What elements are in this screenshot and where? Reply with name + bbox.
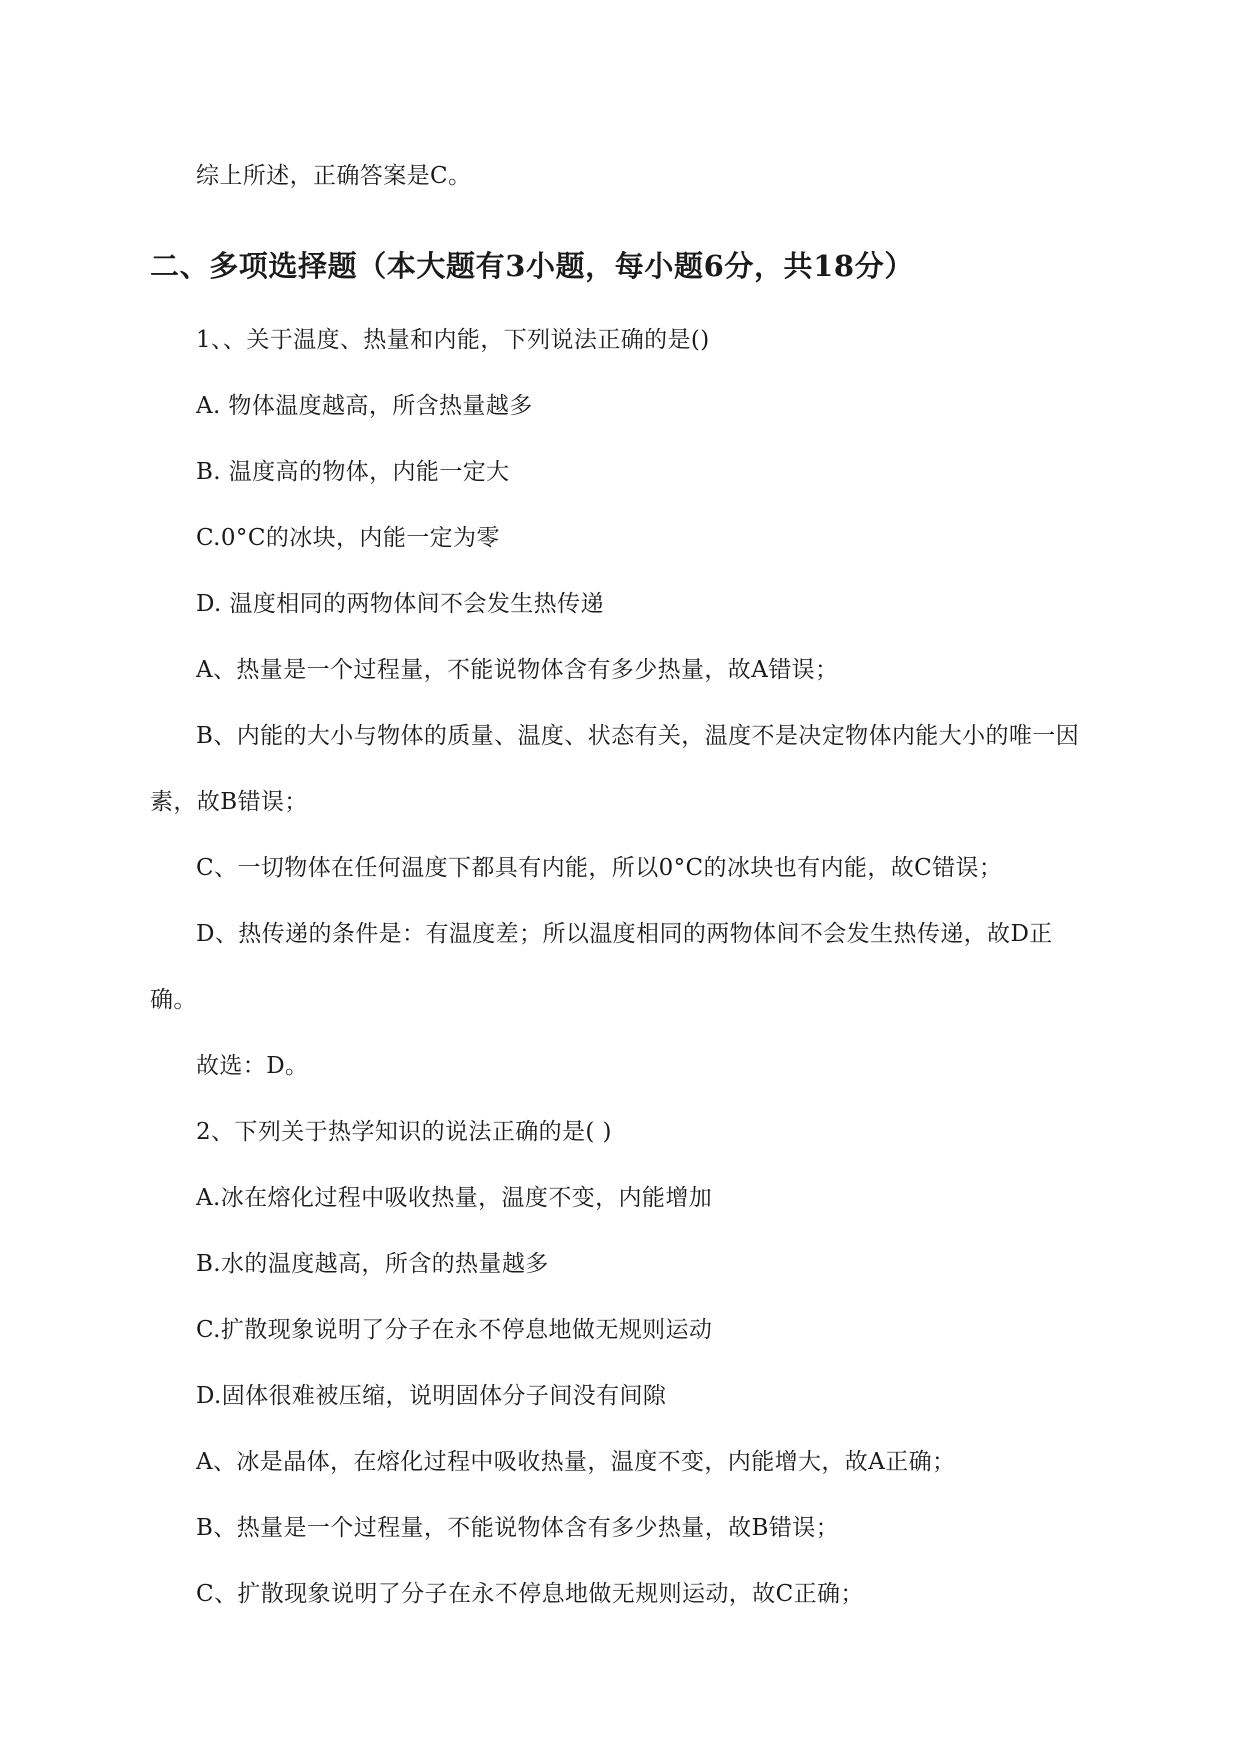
- question-1-analysis-d: D、热传递的条件是：有温度差；所以温度相同的两物体间不会发生热传递，故D正确。: [150, 921, 1053, 1013]
- question-2-analysis-a: A、冰是晶体，在熔化过程中吸收热量，温度不变，内能增大，故A正确；: [196, 1449, 956, 1475]
- question-1-option-b: B. 温度高的物体，内能一定大: [196, 459, 510, 485]
- question-1-option-d: D. 温度相同的两物体间不会发生热传递: [196, 591, 604, 617]
- question-2-option-b: B.水的温度越高，所含的热量越多: [196, 1251, 549, 1277]
- question-1-answer: 故选：D。: [196, 1053, 309, 1079]
- question-1-stem: 1、、关于温度、热量和内能，下列说法正确的是(): [196, 327, 710, 353]
- question-2-option-d: D.固体很难被压缩，说明固体分子间没有间隙: [196, 1383, 667, 1409]
- question-1-option-c: C.0°C的冰块，内能一定为零: [196, 525, 500, 551]
- question-2-analysis-b: B、热量是一个过程量，不能说物体含有多少热量，故B错误；: [196, 1515, 840, 1541]
- section-heading: 二、多项选择题（本大题有3小题，每小题6分，共18分）: [150, 249, 914, 283]
- question-1-option-a: A. 物体温度越高，所含热量越多: [196, 393, 533, 419]
- previous-conclusion: 综上所述，正确答案是C。: [196, 163, 472, 189]
- question-2-analysis-c: C、扩散现象说明了分子在永不停息地做无规则运动，故C正确；: [196, 1581, 864, 1607]
- question-1-analysis-a: A、热量是一个过程量，不能说物体含有多少热量，故A错误；: [196, 657, 839, 683]
- question-1-analysis-b: B、内能的大小与物体的质量、温度、状态有关，温度不是决定物体内能大小的唯一因素，故B错误；: [150, 723, 1080, 815]
- question-2-stem: 2、下列关于热学知识的说法正确的是( ): [196, 1119, 612, 1145]
- question-1-analysis-c: C、一切物体在任何温度下都具有内能，所以0°C的冰块也有内能，故C错误；: [196, 855, 1003, 881]
- document-body: [150, 143, 1095, 1627]
- question-2-option-a: A.冰在熔化过程中吸收热量，温度不变，内能增加: [196, 1185, 713, 1211]
- question-2-option-c: C.扩散现象说明了分子在永不停息地做无规则运动: [196, 1317, 713, 1343]
